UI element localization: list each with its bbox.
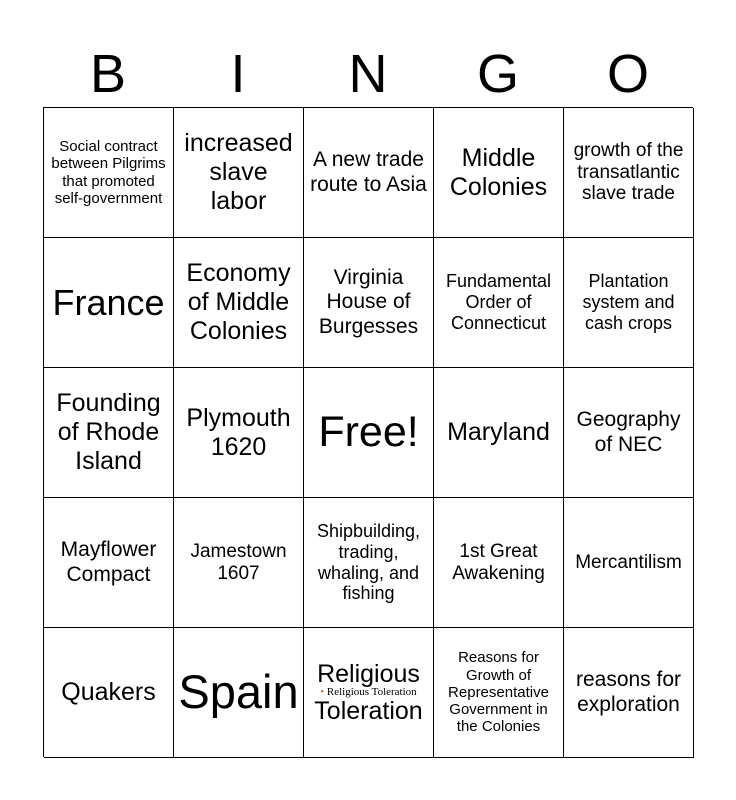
cell-text: Spain — [178, 665, 299, 719]
religious-toleration-group — [314, 659, 423, 725]
cell-text: Mercantilism — [575, 551, 682, 573]
cell-text: Maryland — [447, 418, 550, 447]
bingo-header — [43, 44, 693, 104]
header-letter-n: N — [348, 44, 388, 104]
header-letter-o: O — [606, 44, 649, 104]
cell-text: Jamestown 1607 — [190, 540, 287, 584]
cell-text: Founding of Rhode Island — [56, 389, 161, 475]
bingo-cell[interactable] — [434, 628, 564, 758]
cell-text: Geography of NEC — [576, 408, 681, 456]
bingo-cell[interactable] — [564, 498, 694, 628]
bingo-cell-religious-toleration[interactable] — [304, 628, 434, 758]
bingo-cell[interactable] — [434, 498, 564, 628]
bingo-cell[interactable] — [304, 108, 434, 238]
cell-text: Mayflower Compact — [60, 538, 157, 586]
cell-text: Economy of Middle Colonies — [186, 259, 291, 345]
bingo-cell[interactable] — [434, 108, 564, 238]
bingo-cell[interactable] — [564, 628, 694, 758]
bingo-cell[interactable] — [44, 108, 174, 238]
cell-text: Reasons for Growth of Representative Government in the Colonies — [448, 649, 549, 736]
bingo-cell[interactable] — [564, 108, 694, 238]
bingo-cell[interactable] — [174, 238, 304, 368]
cell-text: Free! — [318, 407, 419, 456]
bingo-cell[interactable] — [564, 238, 694, 368]
bingo-cell[interactable] — [174, 628, 304, 758]
bingo-cell[interactable] — [174, 498, 304, 628]
header-letter-g: G — [476, 44, 519, 104]
bingo-cell[interactable] — [174, 368, 304, 498]
bingo-cell[interactable] — [44, 238, 174, 368]
cell-text: Plymouth 1620 — [186, 403, 291, 461]
religious-toleration-image — [320, 687, 416, 698]
cell-text: Social contract between Pilgrims that promoted self-government — [51, 138, 166, 207]
cell-text: Shipbuilding, trading, whaling, and fishing — [316, 521, 421, 604]
bingo-cell[interactable] — [564, 368, 694, 498]
cell-text: Virginia House of Burgesses — [318, 266, 419, 338]
cell-text: increased slave labor — [184, 129, 293, 215]
bingo-cell[interactable] — [304, 238, 434, 368]
cell-text: 1st Great Awakening — [452, 540, 545, 584]
header-letter-b: B — [89, 44, 127, 104]
cell-text: Quakers — [61, 678, 156, 707]
image-caption: Religious Toleration — [326, 685, 417, 698]
header-letter-i: I — [230, 44, 246, 104]
bingo-board — [43, 107, 693, 757]
cell-text: reasons for exploration — [575, 668, 682, 716]
bingo-cell[interactable] — [304, 498, 434, 628]
cell-text: Fundamental Order of Connecticut — [445, 271, 552, 333]
bullet-icon: • — [320, 685, 325, 698]
cell-text: Middle Colonies — [449, 143, 548, 201]
cell-text: growth of the transatlantic slave trade — [573, 139, 684, 205]
cell-text: Plantation system and cash crops — [582, 271, 675, 333]
bingo-cell[interactable] — [44, 628, 174, 758]
cell-text-top: Religious — [317, 659, 420, 688]
bingo-cell[interactable] — [434, 238, 564, 368]
bingo-cell[interactable] — [174, 108, 304, 238]
bingo-cell[interactable] — [44, 368, 174, 498]
free-space-cell[interactable] — [304, 368, 434, 498]
cell-text-bottom: Toleration — [314, 696, 423, 725]
cell-text: France — [52, 281, 165, 323]
cell-text: A new trade route to Asia — [310, 148, 427, 196]
bingo-cell[interactable] — [44, 498, 174, 628]
bingo-cell[interactable] — [434, 368, 564, 498]
